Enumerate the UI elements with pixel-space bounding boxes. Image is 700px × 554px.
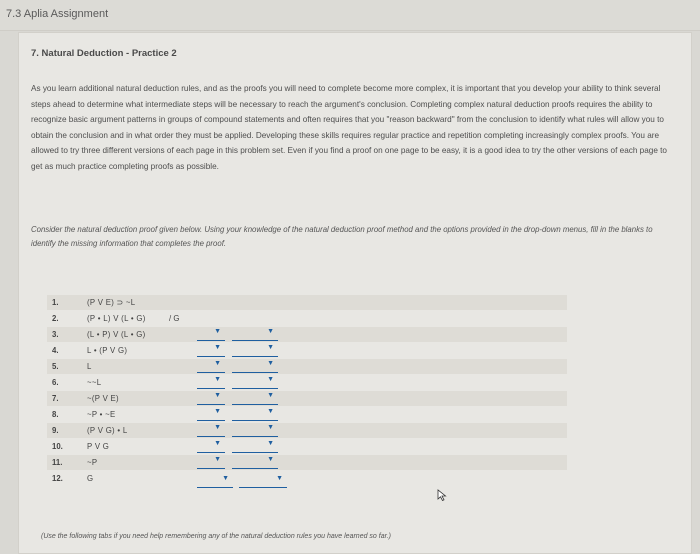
line-number: 1. — [52, 298, 59, 307]
line-formula: G — [87, 474, 94, 483]
proof-row — [47, 471, 567, 486]
proof-row — [47, 327, 567, 342]
line-number: 5. — [52, 362, 59, 371]
chevron-down-icon: ▼ — [267, 408, 274, 415]
chevron-down-icon: ▼ — [267, 328, 274, 335]
proof-row — [47, 423, 567, 438]
justification-rule-dropdown[interactable] — [232, 456, 278, 469]
conclusion-marker: / G — [169, 314, 180, 323]
line-formula: ~~L — [87, 378, 102, 387]
line-formula: P V G — [87, 442, 110, 451]
justification-rule-dropdown[interactable] — [232, 424, 278, 437]
line-number: 11. — [52, 458, 63, 467]
line-number: 3. — [52, 330, 59, 339]
chevron-down-icon: ▼ — [267, 424, 274, 431]
proof-row — [47, 391, 567, 406]
chevron-down-icon: ▼ — [214, 456, 221, 463]
line-number: 2. — [52, 314, 59, 323]
justification-line-dropdown[interactable] — [197, 392, 225, 405]
justification-line-dropdown[interactable] — [197, 376, 225, 389]
line-formula: L • (P V G) — [87, 346, 128, 355]
chevron-down-icon: ▼ — [267, 376, 274, 383]
line-number: 10. — [52, 442, 63, 451]
line-formula: ~P • ~E — [87, 410, 116, 419]
page-title: 7.3 Aplia Assignment — [6, 8, 109, 20]
justification-rule-dropdown[interactable] — [232, 408, 278, 421]
line-number: 7. — [52, 394, 59, 403]
chevron-down-icon: ▼ — [267, 440, 274, 447]
line-formula: ~P — [87, 458, 98, 467]
chevron-down-icon: ▼ — [267, 360, 274, 367]
line-number: 9. — [52, 426, 59, 435]
chevron-down-icon: ▼ — [214, 408, 221, 415]
justification-rule-dropdown[interactable] — [232, 376, 278, 389]
justification-line-dropdown[interactable] — [197, 424, 225, 437]
justification-rule-dropdown[interactable] — [232, 440, 278, 453]
line-formula: (P V G) • L — [87, 426, 128, 435]
justification-rule-dropdown[interactable] — [232, 392, 278, 405]
chevron-down-icon: ▼ — [267, 456, 274, 463]
chevron-down-icon: ▼ — [214, 424, 221, 431]
chevron-down-icon: ▼ — [214, 376, 221, 383]
line-formula: (L • P) V (L • G) — [87, 330, 146, 339]
problem-card — [18, 32, 692, 554]
proof-row — [47, 359, 567, 374]
page-header — [0, 0, 700, 31]
help-tabs-note: (Use the following tabs if you need help remembering any of the natural deduction rules you have learned so far.) — [41, 533, 391, 540]
chevron-down-icon: ▼ — [276, 475, 283, 482]
line-formula: L — [87, 362, 92, 371]
justification-rule-dropdown[interactable] — [239, 475, 287, 488]
line-number: 4. — [52, 346, 59, 355]
line-formula: ~(P V E) — [87, 394, 119, 403]
chevron-down-icon: ▼ — [214, 344, 221, 351]
justification-rule-dropdown[interactable] — [232, 328, 278, 341]
justification-rule-dropdown[interactable] — [232, 344, 278, 357]
justification-line-dropdown[interactable] — [197, 344, 225, 357]
line-number: 12. — [52, 474, 63, 483]
justification-line-dropdown[interactable] — [197, 360, 225, 373]
proof-row — [47, 295, 567, 310]
chevron-down-icon: ▼ — [267, 344, 274, 351]
proof-row — [47, 311, 567, 326]
chevron-down-icon: ▼ — [214, 440, 221, 447]
line-number: 6. — [52, 378, 59, 387]
proof-row — [47, 455, 567, 470]
justification-line-dropdown[interactable] — [197, 456, 225, 469]
proof-row — [47, 343, 567, 358]
line-number: 8. — [52, 410, 59, 419]
justification-line-dropdown[interactable] — [197, 328, 225, 341]
justification-line-dropdown[interactable] — [197, 440, 225, 453]
chevron-down-icon: ▼ — [214, 392, 221, 399]
chevron-down-icon: ▼ — [214, 360, 221, 367]
justification-rule-dropdown[interactable] — [232, 360, 278, 373]
line-formula: (P V E) ⊃ ~L — [87, 298, 136, 307]
instructions-text: Consider the natural deduction proof given below. Using your knowledge of the natural deduction proof method and the options provided in the drop-down menus, fill in the blanks to identify the missing information that completes the proof. — [31, 225, 653, 248]
line-formula: (P • L) V (L • G) — [87, 314, 146, 323]
problem-title: 7. Natural Deduction - Practice 2 — [31, 48, 177, 59]
justification-line-dropdown[interactable] — [197, 475, 233, 488]
proof-row — [47, 439, 567, 454]
intro-text: As you learn additional natural deduction rules, and as the proofs you will need to complete become more complex, it is important that you develop your ability to think several steps ahead to determine what intermediate steps will be necessary to reach the argument's conclusion. Completing complex natural deduction proofs requires the ability to recognize basic argument patterns in groups of compound statements and often requires that you "reason backward" from the conclusion to identify what rules will allow you to obtain the conclusion and in what order they must be applied. Developing these skills requires regular practice and repetition completing increasingly complex proofs. You are allowed to try three different versions of each page in this problem set. Even if you find a proof on one page to be easy, it is a good idea to try the other versions of each page to get as much practice completing proofs as possible. — [31, 84, 667, 171]
chevron-down-icon: ▼ — [267, 392, 274, 399]
chevron-down-icon: ▼ — [214, 328, 221, 335]
chevron-down-icon: ▼ — [222, 475, 229, 482]
justification-line-dropdown[interactable] — [197, 408, 225, 421]
proof-row — [47, 407, 567, 422]
proof-row — [47, 375, 567, 390]
mouse-pointer-icon — [437, 489, 447, 501]
